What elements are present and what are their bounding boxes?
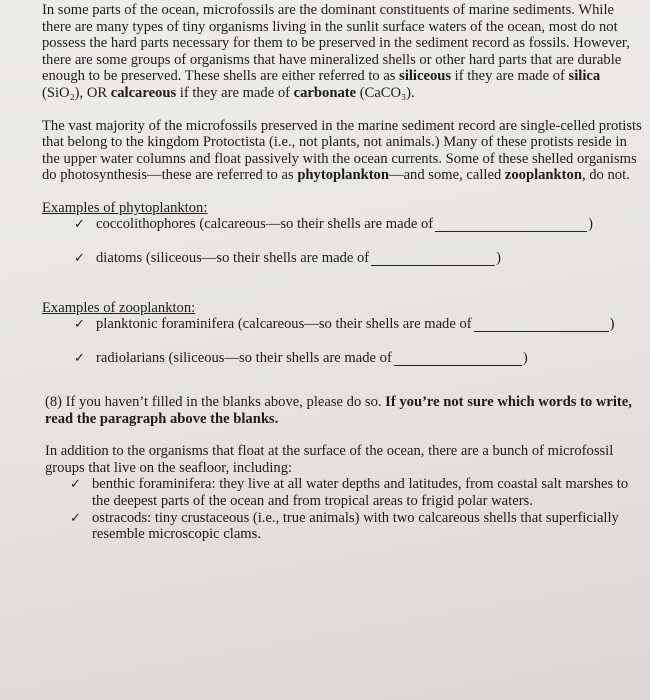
item-text: radiolarians (siliceous—so their shells are made of bbox=[96, 349, 392, 366]
blank-item-foraminifera bbox=[74, 316, 642, 332]
intro-paragraph bbox=[42, 0, 642, 102]
text: (8) If you haven’t filled in the blanks above, please do so. bbox=[45, 393, 386, 410]
seafloor-groups-list bbox=[70, 476, 642, 542]
text: —and some, called bbox=[388, 167, 505, 184]
checkmark-icon: ✓ bbox=[74, 249, 85, 265]
term-zooplankton: zooplankton bbox=[504, 167, 582, 184]
close-paren: ) bbox=[609, 315, 615, 332]
question-8 bbox=[42, 394, 642, 427]
close-paren: ) bbox=[496, 249, 502, 266]
checkmark-icon: ✓ bbox=[70, 476, 81, 492]
fill-in-blank[interactable] bbox=[435, 220, 587, 232]
checkmark-icon: ✓ bbox=[74, 215, 85, 231]
fill-in-blank[interactable] bbox=[474, 320, 609, 332]
text: (CaCO₃). bbox=[356, 84, 415, 101]
text: if they are made of bbox=[176, 84, 294, 101]
phytoplankton-examples bbox=[42, 200, 642, 266]
seafloor-paragraph: In addition to the organisms that float at the surface of the ocean, there are a bunch of microfossil groups that live on the seafloor, including: bbox=[45, 443, 614, 476]
item-text: coccolithophores (calcareous—so their shells are made of bbox=[96, 215, 434, 232]
text: In some parts of the ocean, microfossils are the dominant constituents of marine sediments. While there are many types of tiny organisms living in the sunlit surface waters of the ocean, most do not possess the hard parts necessary for them to be preserved in the sediment record as fossils. However, there are some groups of organisms that have mineralized shells or other hard parts that are durable enough to be preserved. These shells are either referred to as bbox=[42, 2, 630, 85]
item-text: planktonic foraminifera (calcareous—so their shells are made of bbox=[96, 315, 472, 332]
plankton-paragraph bbox=[42, 118, 642, 184]
instruction-bold: If you’re not sure which words to write, read the paragraph above the blanks. bbox=[45, 393, 632, 427]
fill-in-blank[interactable] bbox=[371, 254, 495, 266]
text: The vast majority of the microfossils preserved in the marine sediment record are single-celled protists that belong to the kingdom Protoctista (i.e., not plants, not animals.) Many of these protists reside in the upper water columns and float passively with the ocean currents. Some of these shelled organisms do photosynthesis—these are referred to as bbox=[42, 117, 642, 184]
term-siliceous: siliceous bbox=[399, 68, 452, 85]
checkmark-icon: ✓ bbox=[70, 509, 81, 525]
list-item bbox=[70, 510, 642, 543]
zooplankton-heading: Examples of zooplankton: bbox=[42, 299, 196, 316]
phytoplankton-heading: Examples of phytoplankton: bbox=[42, 199, 208, 216]
close-paren: ) bbox=[588, 215, 594, 232]
term-phytoplankton: phytoplankton bbox=[297, 167, 389, 184]
close-paren: ) bbox=[522, 349, 528, 366]
zooplankton-examples bbox=[42, 300, 642, 366]
item-text: benthic foraminifera: they live at all water depths and latitudes, from coastal salt marshes to the deepest parts of the ocean and from tropical areas to frigid polar waters. bbox=[92, 476, 629, 509]
item-text: diatoms (siliceous—so their shells are made of bbox=[96, 249, 370, 266]
list-item bbox=[70, 476, 642, 509]
term-carbonate: carbonate bbox=[293, 84, 357, 101]
checkmark-icon: ✓ bbox=[74, 349, 85, 365]
item-text: ostracods: tiny crustaceous (i.e., true animals) with two calcareous shells that superficially resemble microscopic clams. bbox=[92, 509, 619, 543]
term-calcareous: calcareous bbox=[110, 84, 177, 101]
blank-item-radiolarians bbox=[74, 350, 642, 366]
text: , do not. bbox=[581, 167, 630, 184]
checkmark-icon: ✓ bbox=[74, 315, 85, 331]
text: (SiO₂), OR bbox=[42, 84, 111, 101]
blank-item-diatoms bbox=[74, 250, 642, 266]
term-silica: silica bbox=[568, 68, 601, 85]
text: if they are made of bbox=[451, 68, 569, 85]
fill-in-blank[interactable] bbox=[394, 354, 522, 366]
blank-item-coccolithophores bbox=[74, 216, 642, 232]
